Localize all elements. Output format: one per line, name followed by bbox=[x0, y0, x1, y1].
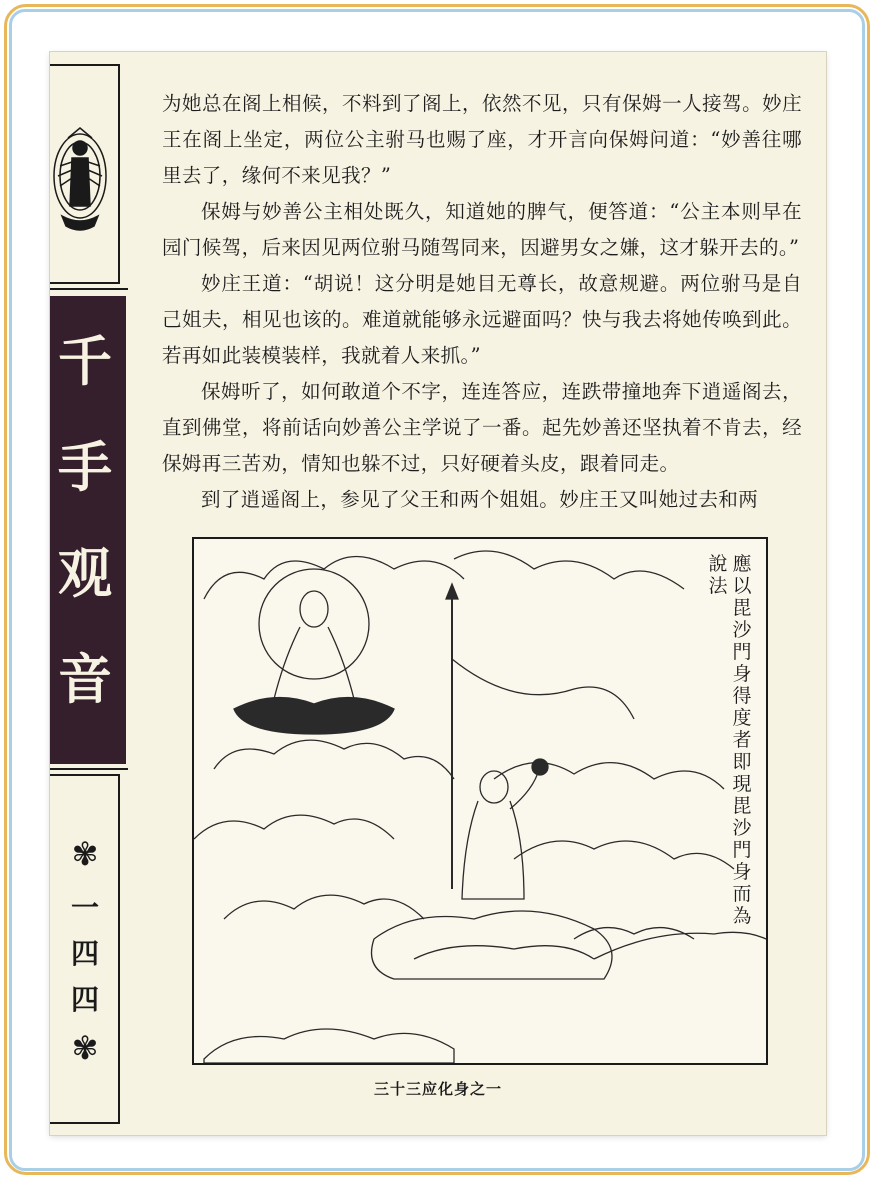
vaisravana-guanyin-drawing bbox=[194, 539, 766, 1063]
book-title-char: 千 bbox=[58, 329, 112, 393]
page-number-box bbox=[50, 774, 120, 1124]
book-title-char: 音 bbox=[58, 647, 112, 711]
paragraph: 妙庄王道：“胡说！这分明是她目无尊长，故意规避。两位驸马是自己姐夫，相见也该的。难道就能够永远避面吗？快与我去将她传唤到此。若再如此装模装样，我就着人来抓。” bbox=[162, 272, 802, 367]
book-title-char: 手 bbox=[58, 435, 112, 499]
flower-ornament-icon: ✾ bbox=[71, 1029, 99, 1067]
book-title-band bbox=[50, 296, 126, 764]
strip-rule-bottom bbox=[50, 768, 128, 770]
book-title-char: 观 bbox=[58, 541, 112, 605]
woodcut-illustration bbox=[192, 537, 768, 1065]
page-number-char: 四 bbox=[70, 937, 99, 970]
paragraph: 保姆听了，如何敢道个不字，连连答应，连跌带撞地奔下逍遥阁去，直到佛堂，将前话向妙善公主学说了一番。起先妙善还坚执着不肯去，经保姆再三苦劝，情知也躲不过，只好硬着头皮，跟着同走。 bbox=[162, 380, 802, 475]
inscription-column: 應以毘沙門身得度者即現毘沙門身而為 bbox=[732, 553, 752, 927]
guanyin-icon-box bbox=[50, 64, 120, 284]
body-text bbox=[162, 86, 802, 518]
book-page bbox=[50, 52, 826, 1135]
illustration-caption: 三十三应化身之一 bbox=[373, 1081, 502, 1098]
paragraph: 为她总在阁上相候，不料到了阁上，依然不见，只有保姆一人接驾。妙庄王在阁上坐定，两位公主驸马也赐了座，才开言向保姆问道：“妙善往哪里去了，缘何不来见我？” bbox=[162, 92, 802, 187]
paragraph: 到了逍遥阁上，参见了父王和两个姐姐。妙庄王又叫她过去和两 bbox=[201, 488, 759, 511]
flower-ornament-icon: ✾ bbox=[71, 835, 99, 873]
page-number-char: 一 bbox=[70, 891, 99, 924]
paragraph: 保姆与妙善公主相处既久，知道她的脾气，便答道：“公主本则早在园门候驾，后来因见两位驸马随驾同来，因避男女之嫌，这才躲开去的。” bbox=[162, 200, 802, 259]
thousand-hand-guanyin-icon bbox=[50, 66, 118, 282]
page-number-char: 四 bbox=[70, 983, 99, 1016]
left-margin-strip bbox=[50, 52, 128, 1135]
inscription-column: 說法 bbox=[708, 553, 728, 597]
strip-rule-top bbox=[50, 288, 128, 290]
